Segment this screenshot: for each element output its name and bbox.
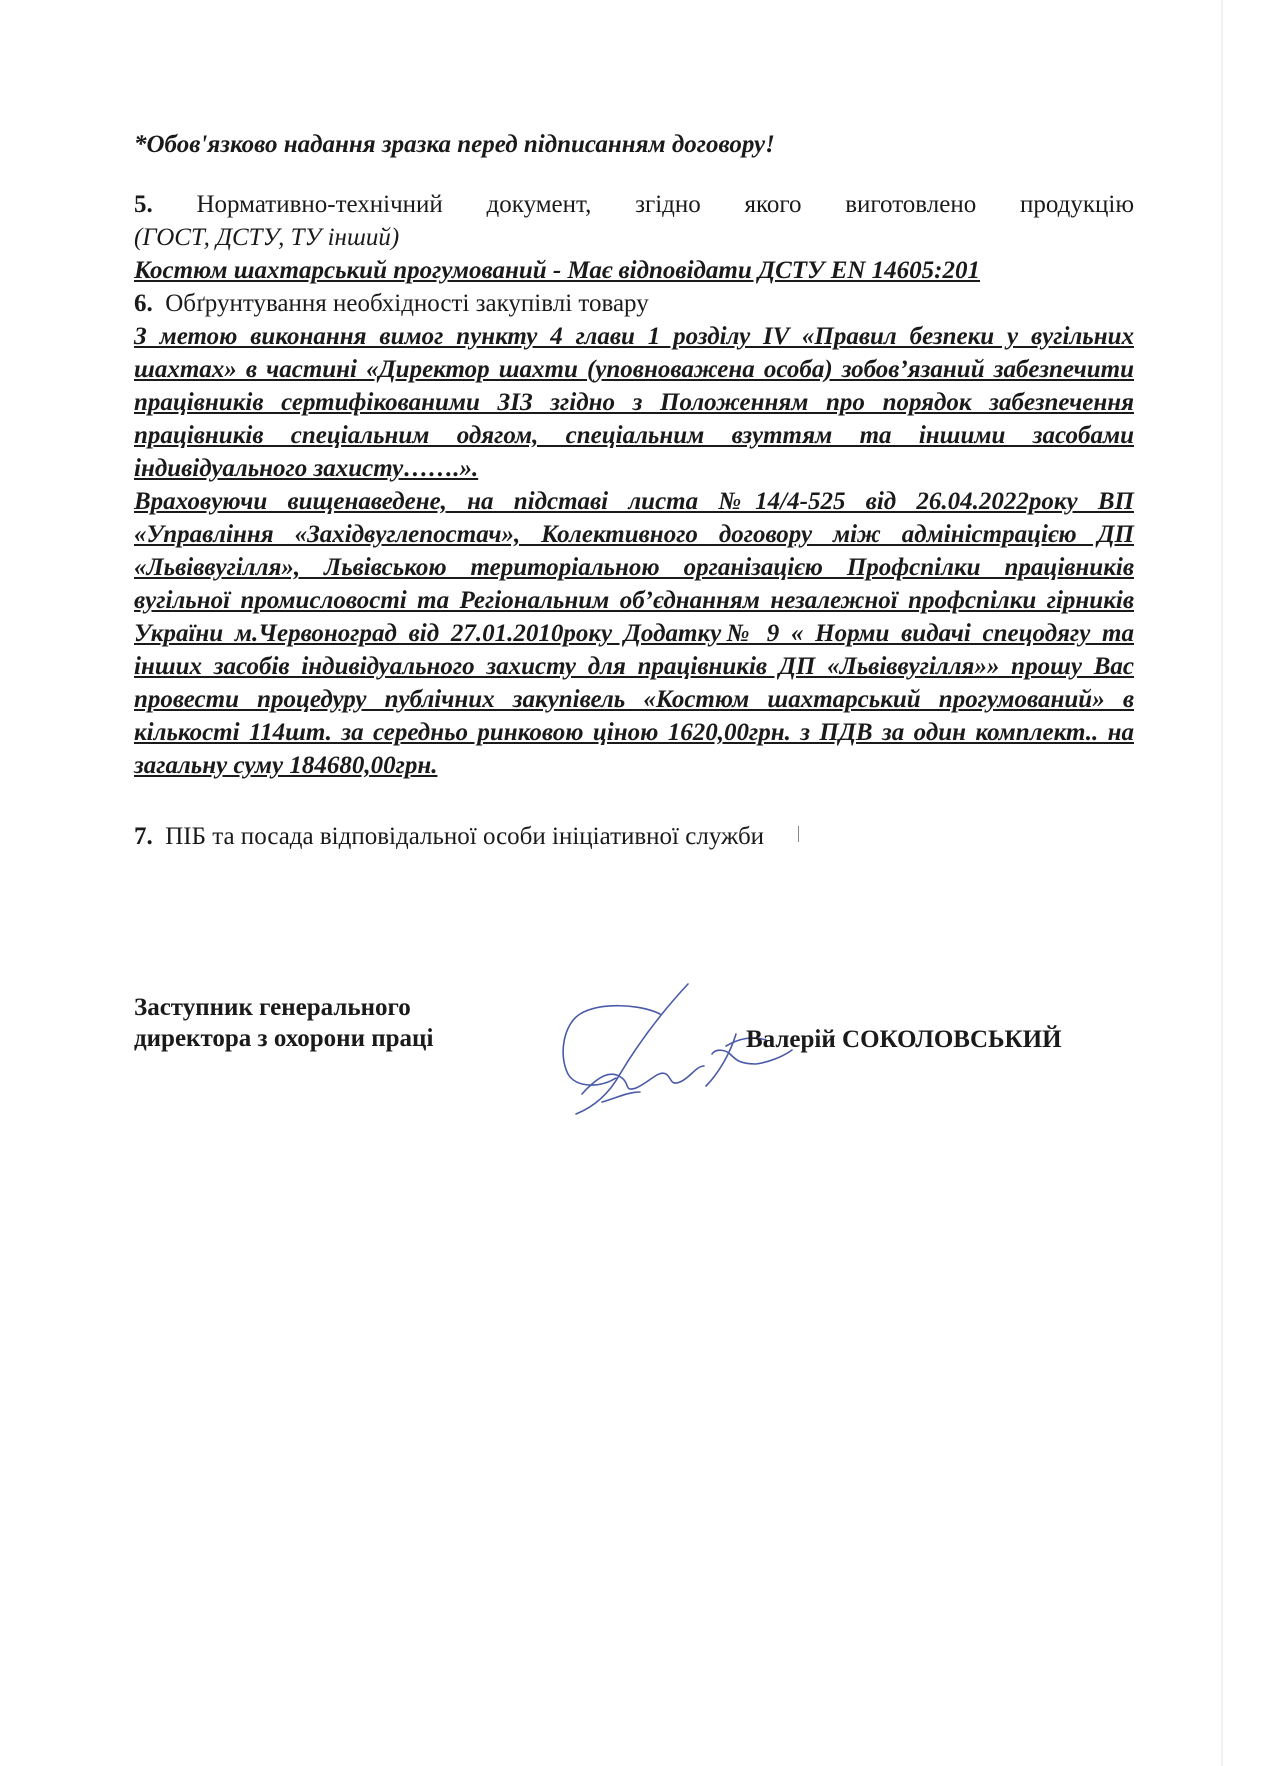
signature-block [134,992,1134,1132]
item-5-answer: Костюм шахтарський прогумований - Має відповідати ДСТУ EN 14605:201 [134,257,980,284]
signatory-name: Валерій СОКОЛОВСЬКИЙ [746,1026,1062,1053]
page-edge [1221,0,1223,1766]
item-7-heading [134,820,1134,853]
margin-tick-mark [798,826,799,842]
item-5-subheading: (ГОСТ, ДСТУ, ТУ інший) [134,224,400,251]
item-7-heading-text: ПІБ та посада відповідальної особи ініціативної служби [165,823,765,850]
item-5-number: 5. [134,191,153,218]
item-7-number: 7. [134,823,153,850]
item-6-heading-text: Обґрунтування необхідності закупівлі товару [165,290,649,317]
signatory-position-line-2: директора з охорони праці [134,1025,434,1052]
item-5-heading-text: Нормативно-технічний документ, згідно якого виготовлено продукцію [196,191,1134,218]
item-6-number: 6. [134,290,153,317]
item-6-paragraph-1: З метою виконання вимог пункту 4 глави 1 розділу ІV «Правил безпеки у вугільних шахтах» в частині «Директор шахти (уповноважена особа) зобов’язаний забезпечити працівників сертифікованими ЗІЗ згідно з Положенням про порядок забезпечення працівників спеціальним одягом, спеціальним взуттям та іншими засобами індивідуального захисту…….». [134,323,1134,482]
document-body [134,128,1134,853]
item-6-heading [134,287,1134,320]
item-5-heading [134,188,1134,221]
sample-note: *Обов'язково надання зразка перед підписанням договору! [134,131,775,158]
signatory-position-line-1: Заступник генерального [134,994,411,1021]
signatory-position [134,992,433,1054]
item-6-paragraph-2: Враховуючи вищенаведене, на підставі листа №14/4-525 від 26.04.2022року ВП «Управління «Західвуглепостач», Колективного договору між адміністрацією ДП «Львіввугілля», Львівською територіальною організацією Профспілки працівників вугільної промисловості та Регіональним об’єднанням незалежної профспілки гірників України м.Червоноград від 27.01.2010року Додатку№ 9 « Норми видачі спецодягу та інших засобів індивідуального захисту для працівників ДП «Львіввугілля»» прошу Вас провести процедуру публічних закупівель «Костюм шахтарський прогумований» в кількості 114шт. за середньо ринковою ціною 1620,00грн. з ПДВ за один комплект.. на загальну суму 184680,00грн. [134,488,1134,779]
